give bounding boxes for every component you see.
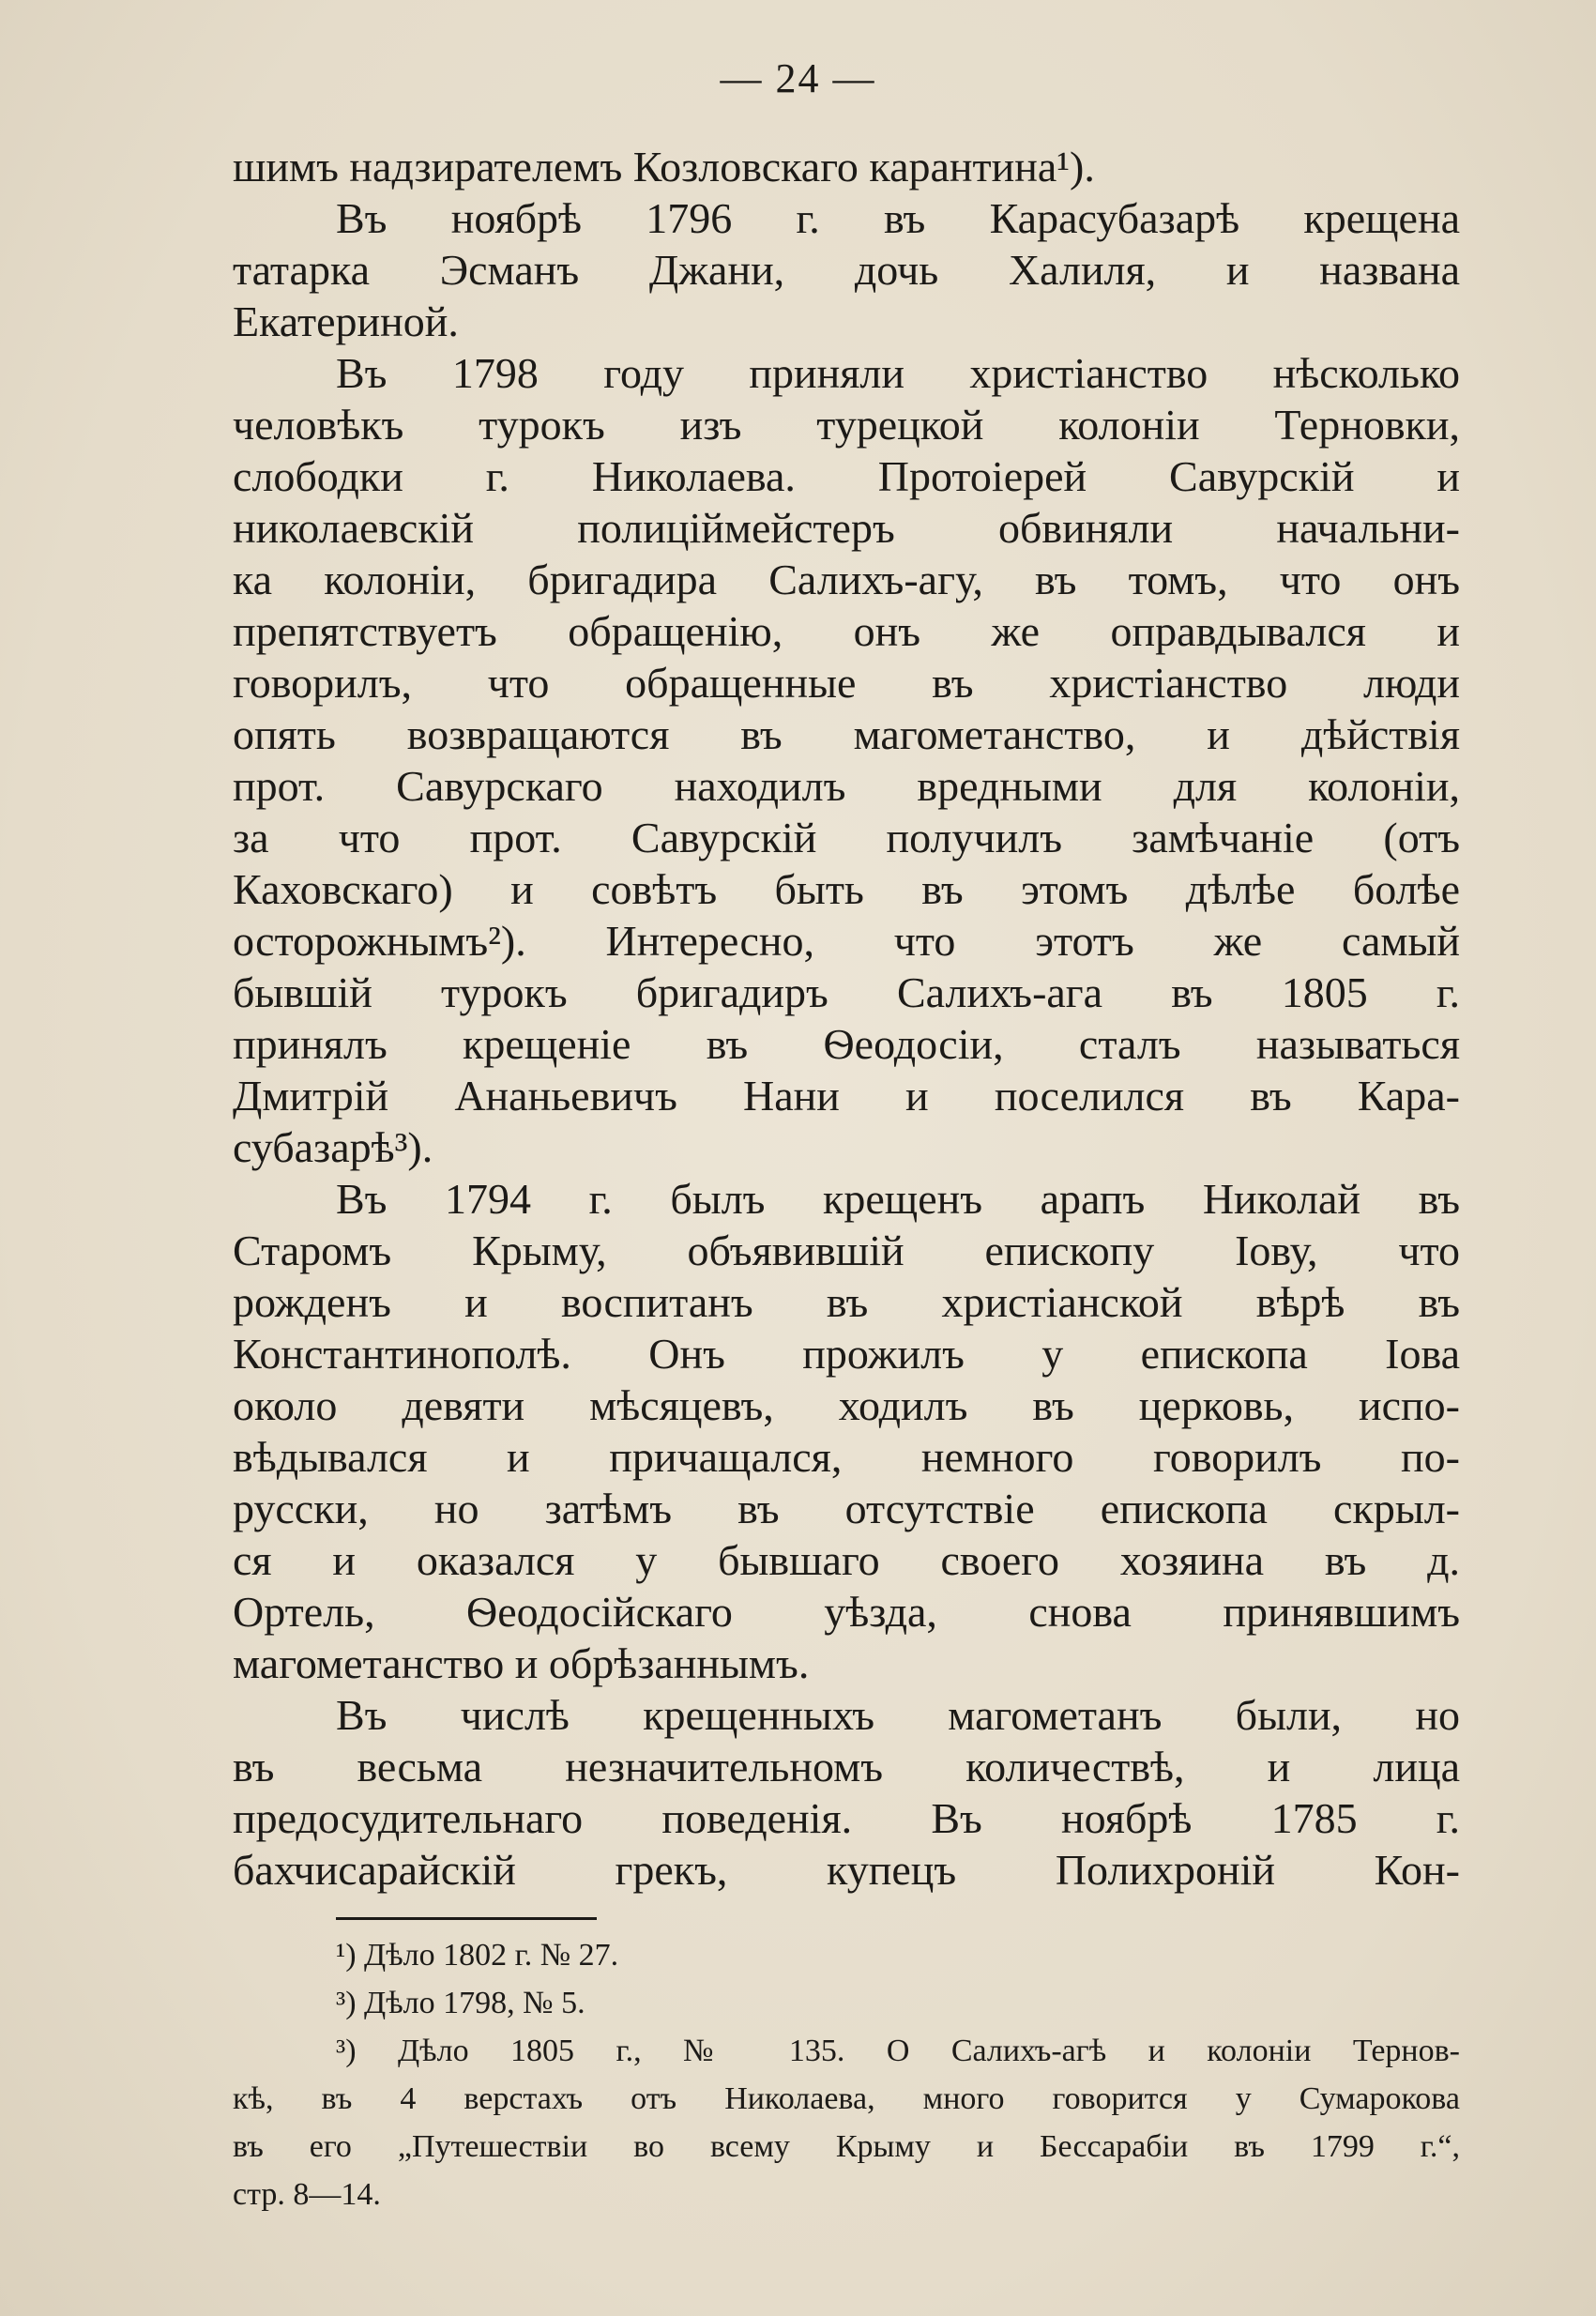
body-line: прот. Савурскаго находилъ вредными для колоніи,	[233, 762, 1460, 810]
body-line: рожденъ и воспитанъ въ христіанской вѣрѣ въ	[233, 1278, 1460, 1326]
body-line: Константинополѣ. Онъ прожилъ у епископа Іова	[233, 1330, 1460, 1378]
body-line: принялъ крещеніе въ Ѳеодосіи, сталъ называться	[233, 1020, 1460, 1068]
body-line: слободки г. Николаева. Протоіерей Савурскій и	[233, 452, 1460, 500]
body-line: вѣдывался и причащался, немного говорилъ по-	[233, 1433, 1460, 1481]
body-line: магометанство и обрѣзаннымъ.	[233, 1639, 810, 1687]
body-line: человѣкъ турокъ изъ турецкой колоніи Терновки,	[233, 401, 1460, 449]
body-line: николаевскій полиціймейстеръ обвиняли начальни-	[233, 504, 1460, 552]
body-line: Ортель, Ѳеодосійскаго уѣзда, снова принявшимъ	[233, 1588, 1460, 1636]
body-line: Въ 1798 году приняли христіанство нѣсколько	[336, 349, 1460, 397]
footnote-line: ¹) Дѣло 1802 г. № 27.	[336, 1938, 619, 1973]
body-line: ка колоніи, бригадира Салихъ-агу, въ томъ, что онъ	[233, 556, 1460, 603]
body-line: Старомъ Крыму, объявившій епископу Іову, что	[233, 1227, 1460, 1274]
body-line: за что прот. Савурскій получилъ замѣчаніе (отъ	[233, 814, 1460, 861]
body-line: препятствуетъ обращенію, онъ же оправдывался и	[233, 607, 1460, 655]
body-line: субазарѣ³).	[233, 1123, 433, 1171]
body-line: Каховскаго) и совѣтъ быть въ этомъ дѣлѣе болѣе	[233, 865, 1460, 913]
body-line: говорилъ, что обращенные въ христіанство люди	[233, 659, 1460, 707]
body-line: Въ 1794 г. былъ крещенъ арапъ Николай въ	[336, 1175, 1460, 1223]
footnote-line: въ его „Путешествіи во всему Крыму и Бессарабіи въ 1799 г.“,	[233, 2129, 1460, 2164]
page-number: — 24 —	[720, 55, 876, 101]
body-text	[233, 141, 1460, 1896]
body-line: въ весьма незначительномъ количествѣ, и лица	[233, 1743, 1460, 1790]
body-line: Въ числѣ крещенныхъ магометанъ были, но	[336, 1691, 1460, 1739]
body-line: осторожнымъ²). Интересно, что этотъ же самый	[233, 917, 1460, 965]
body-line: опять возвращаются въ магометанство, и дѣйствія	[233, 710, 1460, 758]
body-line: Екатериной.	[233, 297, 459, 345]
footnote-line: ³) Дѣло 1798, № 5.	[336, 1986, 585, 2020]
body-line: русски, но затѣмъ въ отсутствіе епископа скрыл-	[233, 1485, 1460, 1532]
body-line: бывшій турокъ бригадиръ Салихъ-ага въ 1805 г.	[233, 968, 1460, 1016]
body-line: около девяти мѣсяцевъ, ходилъ въ церковь, испо-	[233, 1381, 1460, 1429]
footnote-line: кѣ, въ 4 верстахъ отъ Николаева, много говорится у Сумарокова	[233, 2081, 1460, 2116]
footnote-line: ³) Дѣло 1805 г., № 135. О Салихъ-агѣ и колоніи Тернов-	[336, 2034, 1460, 2068]
body-line: бахчисарайскій грекъ, купецъ Полихроній Кон-	[233, 1846, 1460, 1894]
body-line: предосудительнаго поведенія. Въ ноябрѣ 1785 г.	[233, 1794, 1460, 1842]
body-line: ся и оказался у бывшаго своего хозяина въ д.	[233, 1536, 1460, 1584]
body-line: татарка Эсманъ Джани, дочь Халиля, и названа	[233, 246, 1460, 294]
body-line: Дмитрій Ананьевичъ Нани и поселился въ Кара-	[233, 1072, 1460, 1120]
body-line: шимъ надзирателемъ Козловскаго карантина¹).	[233, 143, 1095, 190]
body-line: Въ ноябрѣ 1796 г. въ Карасубазарѣ крещена	[336, 194, 1460, 242]
footnote-separator	[336, 1917, 597, 1920]
footnotes	[233, 1931, 1460, 2218]
footnote-line: стр. 8—14.	[233, 2177, 381, 2212]
